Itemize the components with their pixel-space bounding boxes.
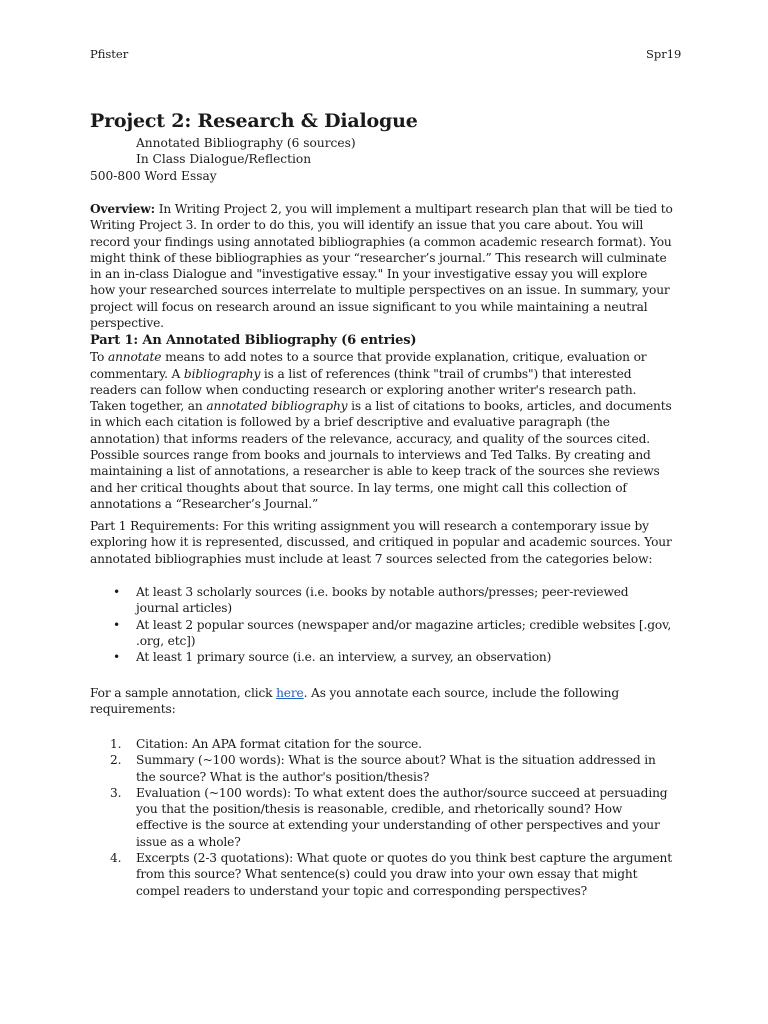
bullet-icon: • [113, 650, 121, 665]
overview-paragraph [90, 201, 674, 331]
list-item [90, 850, 674, 899]
term-annotated-bibliography: annotated bibliography [206, 399, 348, 414]
item-number: 3. [110, 785, 122, 800]
list-item [90, 785, 674, 850]
part1-text-a: means to add notes to a source that provide explanation, critique, evaluation or commentary. A [90, 350, 647, 381]
sample-paragraph [90, 685, 674, 718]
header-term: Spr19 [646, 47, 682, 61]
part1-paragraph [90, 349, 674, 512]
list-item [90, 584, 674, 617]
requirements-paragraph: Part 1 Requirements: For this writing assignment you will research a contemporary issue by exploring how it is represented, discussed, and critiqued in popular and academic sources. Your annotated bibliographies must include at least 7 sources selected from the categories below: [90, 519, 672, 566]
overview-label: Overview: [90, 202, 155, 216]
item-text: Excerpts (2-3 quotations): What quote or quotes do you think best capture the argument from this source? What sentence(s) could you draw into your own essay that might compel readers to understand your topic and corresponding perspectives? [136, 851, 672, 898]
part1-text-to: To [90, 350, 108, 365]
term-bibliography: bibliography [183, 366, 261, 381]
meta-dialogue: In Class Dialogue/Reflection [136, 152, 312, 167]
bullet-icon: • [113, 585, 121, 599]
item-number: 4. [110, 851, 122, 866]
bullet-text: At least 3 scholarly sources (i.e. books by notable authors/presses; peer-reviewed journal articles) [136, 585, 629, 616]
source-requirements-list [90, 584, 674, 665]
list-item [90, 752, 674, 785]
sample-annotation-link[interactable]: here [276, 686, 304, 700]
bullet-icon: • [113, 617, 121, 632]
list-item [90, 617, 674, 650]
bullet-text: At least 1 primary source (i.e. an interview, a survey, an observation) [136, 650, 552, 665]
part1-section [90, 333, 674, 512]
overview-text: In Writing Project 2, you will implement a multipart research plan that will be tied to Writing Project 3. In order to do this, you will identify an issue that you care about. You will record your findings using annotated bibliographies (a common academic research format). You might think of these bibliographies as your “researcher’s journal.” This research will culminate in an in-class Dialogue and "investigative essay." In your investigative essay you will explore how your researched sources interrelate to multiple perspectives on an issue. In summary, your project will focus on research around an issue significant to you while maintaining a neutral perspective. [90, 202, 673, 331]
meta-annotated-bibliography: Annotated Bibliography (6 sources) [136, 136, 356, 150]
bullet-text: At least 2 popular sources (newspaper and/or magazine articles; credible websites [.gov, .org, etc]) [136, 617, 672, 648]
part1-text-b: is a list of references (think "trail of crumbs") that interested readers can follow when conducting research or exploring another writer's research path. Taken together, an [90, 366, 637, 414]
header-author: Pfister [90, 47, 129, 61]
assignment-meta [90, 135, 356, 184]
page-title: Project 2: Research & Dialogue [90, 110, 418, 132]
meta-essay: 500-800 Word Essay [90, 168, 217, 183]
item-number: 1. [110, 737, 122, 751]
sample-text-after: . As you annotate each source, include the following requirements: [90, 686, 619, 717]
item-text: Summary (~100 words): What is the source about? What is the situation addressed in the source? What is the author's position/thesis? [136, 753, 656, 784]
part1-heading: Part 1: An Annotated Bibliography (6 entries) [90, 333, 417, 348]
annotation-requirements-list [90, 736, 674, 899]
list-item [90, 649, 674, 665]
list-item [90, 736, 674, 752]
item-text: Evaluation (~100 words): To what extent does the author/source succeed at persuading you that the position/thesis is reasonable, credible, and rhetorically sound? How effective is the source at extending your understanding of other perspectives and your issue as a whole? [136, 785, 668, 849]
term-annotate: annotate [107, 350, 162, 365]
part1-text-c: is a list of citations to books, articles, and documents in which each citation is followed by a brief descriptive and evaluative paragraph (the annotation) that informs readers of the relevance, accuracy, and quality of the sources cited. Possible sources range from books and journals to interviews and Ted Talks. By creating and maintaining a list of annotations, a researcher is able to keep track of the sources she reviews and her critical thoughts about that source. In lay terms, one might call this collection of annotations a “Researcher’s Journal.” [90, 399, 672, 511]
item-number: 2. [110, 753, 122, 768]
sample-text-before: For a sample annotation, click [90, 686, 277, 700]
item-text: Citation: An APA format citation for the source. [136, 737, 422, 751]
